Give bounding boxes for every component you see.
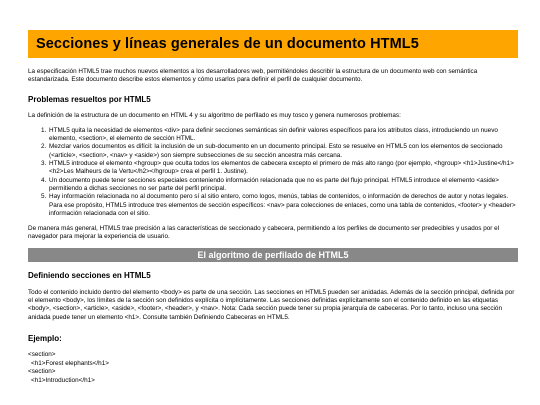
code-example	[28, 351, 518, 385]
title-banner	[28, 30, 518, 58]
list-item: 2. Mezclar varios documentos es difícil: la inclusión de un sub-documento en un documento principal. Esto se resuelve en HTML5 con los elementos de seccionado (<article>, <section>, <nav> y <aside>) son siempre subsecciones de su sección ancestra más cercana.	[48, 143, 518, 160]
code-line: <section>	[28, 368, 56, 376]
code-line: <h1>Forest elephants</h1>	[31, 359, 109, 367]
list-item: 3. HTML5 introduce el elemento <hgroup> que oculta todos los elementos de cabecera excepto el primero de más alto rango (por ejemplo, <hgroup> <h1>Justine</h1><h2>Les Malheurs de la Vertu</h2></hgroup> crea el perfil 1. Justine).	[48, 160, 518, 177]
problems-paragraph: La definición de la estructura de un documento en HTML 4 y su algoritmo de perfilado es muy tosco y genera numerosos problemas:	[28, 111, 401, 119]
code-line: <section>	[28, 350, 56, 358]
section-banner	[28, 248, 518, 262]
section-banner-title: El algoritmo de perfilado de HTML5	[197, 249, 349, 260]
list-item: 5. Hay información relacionada no al documento pero sí al sitio entero, como logos, menús, tablas de contenidos, o información de derechos de autor y notas legales. Para ese propósito, HTML5 introduce tres elementos de sección específicos: <nav> para colecciones de enlaces, como una tabla de contenidos, <footer> y <header> información relacionada con el sitio.	[48, 193, 518, 218]
intro-paragraph: La especificación HTML5 trae muchos nuevos elementos a los desarrolladores web, permitiéndoles describir la estructura de un documento web con semántica estandarizada. Este documento describe estos elementos y cómo usarlos para definir el perfil de cualquier documento.	[28, 68, 478, 84]
list-item: 1. HTML5 quita la necesidad de elementos <div> para definir secciones semánticas sin definir valores específicos para los atributos class, introduciendo un nuevo elemento, <section>, el elemento de sección HTML.	[48, 127, 518, 144]
defining-sections-heading: Definiendo secciones en HTML5	[28, 270, 151, 280]
defining-sections-paragraph: Todo el contenido incluido dentro del elemento <body> es parte de una sección. Las secciones en HTML5 pueden ser anidadas. Además de la sección principal, definida por el elemento <body>, los límites de la sección son definidos explícita o implícitamente. Las secciones definidas explícitamente son el contenido definido en las etiquetas <body>, <section>, <article>, <aside>, <footer>, <header>, y <nav>. Nota: Cada sección puede tener su propia jerarquía de cabeceras. Por lo tanto, incluso una sección anidada puede tener un elemento <h1>. Consulte también Definiendo Cabeceras en HTML5.	[28, 288, 515, 321]
list-item: 4. Un documento puede tener secciones especiales conteniendo información relacionada que no es parte del flujo principal. HTML5 introduce el elemento <aside> permitiendo a dichas secciones no ser parte del perfil principal.	[48, 177, 518, 194]
page-title: Secciones y líneas generales de un documento HTML5	[36, 36, 419, 52]
code-line: <h1>Introduction</h1>	[31, 376, 95, 384]
problems-heading: Problemas resueltos por HTML5	[28, 94, 151, 104]
problems-list	[28, 127, 518, 218]
closing-paragraph: De manera más general, HTML5 trae precisión a las características de seccionado y cabecera, permitiendo a los perfiles de documento ser predecibles y usados por el navegador para mejorar la experiencia de usuario.	[28, 225, 500, 241]
example-heading: Ejemplo:	[28, 333, 62, 343]
